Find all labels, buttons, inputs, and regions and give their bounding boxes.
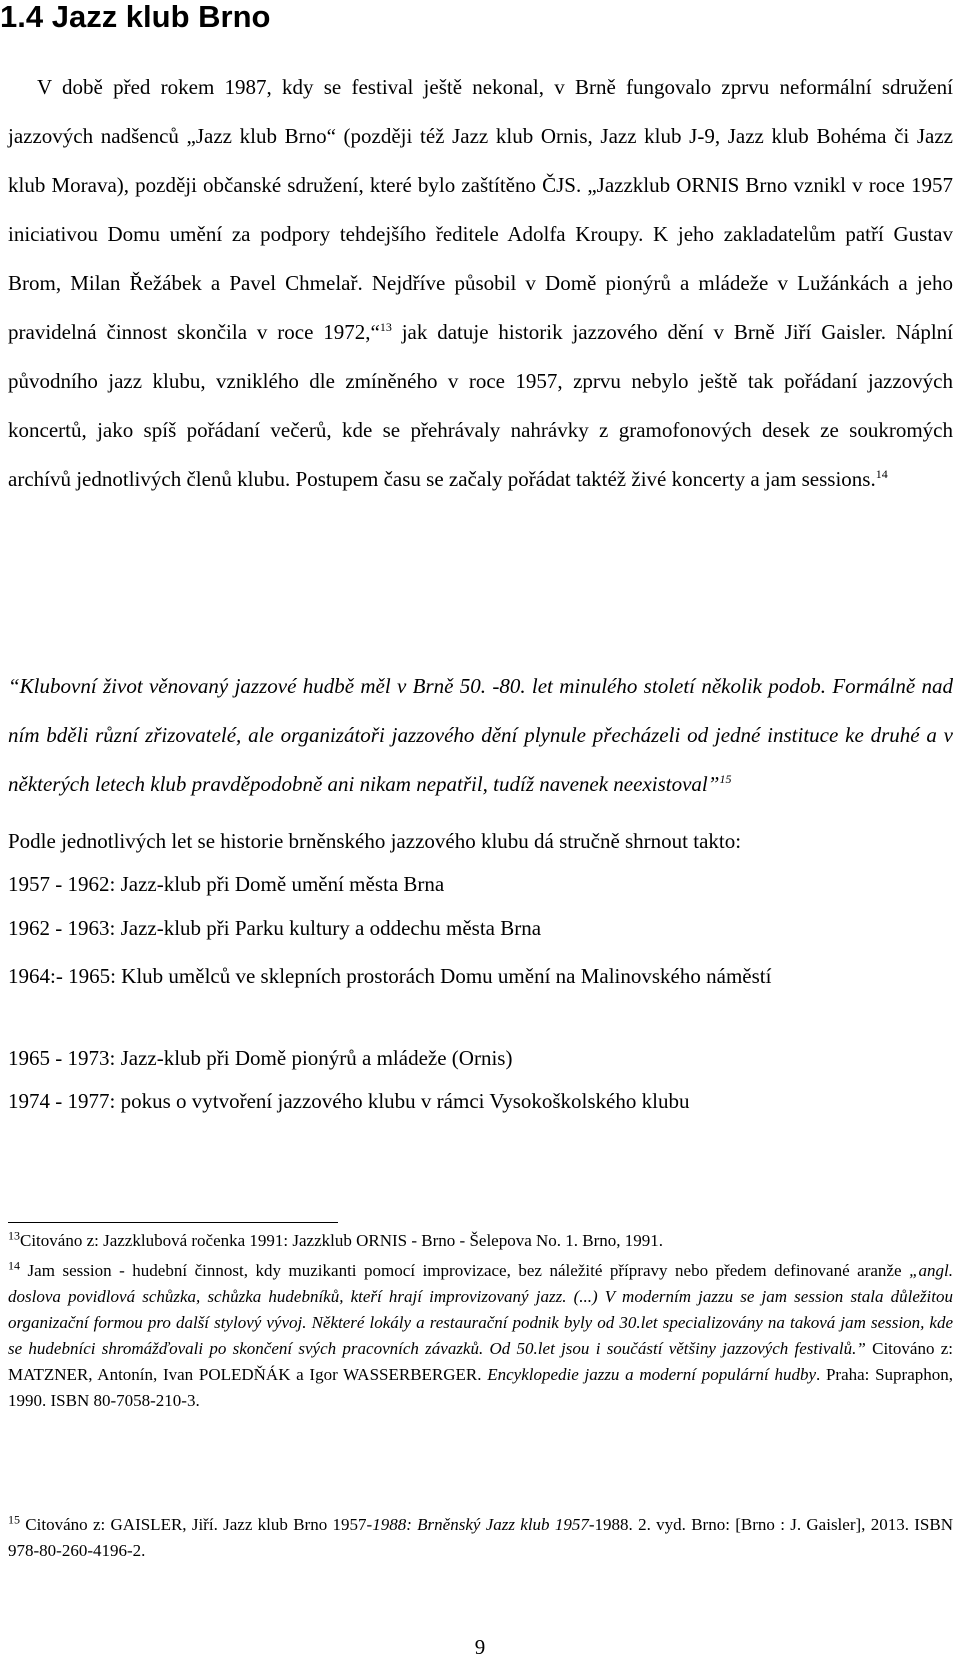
footnote-13 [8, 1228, 953, 1254]
paragraph-intro-text-a: V době před rokem 1987, kdy se festival ještě nekonal, v Brně fungovalo zprvu neformální sdružení jazzových nadšenců „Jazz klub Brno“ (později též Jazz klub Ornis, Jazz klub J-9, Jazz klub Bohéma či Jazz klub Morava), později občanské sdružení, které bylo zaštítěno ČJS. „Jazzklub ORNIS Brno vznikl v roce 1957 iniciativou Domu umění za podpory tehdejšího ředitele Adolfa Kroupy. K jeho zakladatelům patří Gustav Brom, Milan Řežábek a Pavel Chmelař. Nejdříve působil v Domě pionýrů a mládeže v Lužánkách a jeho pravidelná činnost skončila v roce 1972,“ [8, 75, 953, 344]
block-quote-text: “Klubovní život věnovaný jazzové hudbě měl v Brně 50. -80. let minulého století několik podob. Formálně nad ním bděli různí zřizovatelé, ale organizátoři jazzového dění plynule přecházeli od jedné instituce ke druhé a v některých letech klub pravděpodobně ani nikam nepatřil, tudíž navenek neexistoval” [8, 674, 953, 796]
footnote-source-title: 1988: Brněnský Jazz klub 1957 [372, 1515, 589, 1534]
footnote-ref-14[interactable]: 14 [875, 467, 888, 481]
footnote-source-end: . Praha: Supraphon, 1990. ISBN 80-7058-210-3. [8, 1365, 953, 1410]
footnote-source-end: -1988. 2. vyd. Brno: [Brno : J. Gaisler], 2013. ISBN 978-80-260-4196-2. [8, 1515, 953, 1560]
history-item: 1962 - 1963: Jazz-klub při Parku kultury a oddechu města Brna [8, 916, 542, 940]
block-quote [8, 662, 953, 809]
paragraph-intro-text-b: jak datuje historik jazzového dění v Brně Jiří Gaisler. Náplní původního jazz klubu, vzniklého dle zmíněného v roce 1957, zprvu nebylo ještě tak pořádaní jazzových koncertů, jako spíš pořádaní večerů, kde se přehrávaly nahrávky z gramofonových desek ze soukromých archívů jednotlivých členů klubu. Postupem času se začaly pořádat taktéž živé koncerty a jam sessions. [8, 320, 954, 491]
history-item: 1974 - 1977: pokus o vytvoření jazzového klubu v rámci Vysokoškolského klubu [8, 1089, 690, 1113]
footnote-ref-15[interactable]: 15 [719, 772, 732, 786]
footnote-number: 15 [8, 1512, 20, 1527]
paragraph-intro [8, 63, 953, 504]
history-item: 1964:- 1965: Klub umělců ve sklepních prostorách Domu umění na Malinovského náměstí [8, 964, 772, 988]
footnote-14 [8, 1258, 953, 1414]
footnote-text: Citováno z: Jazzklubová ročenka 1991: Jazzklub ORNIS - Brno - Šelepova No. 1. Brno, 1991. [20, 1231, 664, 1250]
footnote-number: 13 [8, 1228, 20, 1243]
footnote-source: Citováno z: MATZNER, Antonín, Ivan POLEDŇÁK a Igor WASSERBERGER. [8, 1339, 953, 1384]
footnote-number: 14 [8, 1258, 20, 1273]
footnote-text: Jam session - hudební činnost, kdy muzikanti pomocí improvizace, bez náležité přípravy nebo předem definované aranže [20, 1261, 910, 1280]
history-item: 1965 - 1973: Jazz-klub při Domě pionýrů a mládeže (Ornis) [8, 1046, 513, 1070]
page-number: 9 [474, 1635, 486, 1659]
section-heading: 1.4 Jazz klub Brno [0, 0, 271, 34]
history-intro: Podle jednotlivých let se historie brněnského jazzového klubu dá stručně shrnout takto: [8, 829, 742, 853]
footnote-15 [8, 1512, 953, 1564]
footnote-separator [8, 1222, 338, 1223]
history-item: 1957 - 1962: Jazz-klub při Domě umění města Brna [8, 872, 445, 896]
footnote-source-title: Encyklopedie jazzu a moderní populární hudby [487, 1365, 816, 1384]
footnote-text: Citováno z: GAISLER, Jiří. Jazz klub Brno 1957- [20, 1515, 373, 1534]
footnote-quote: „angl. doslova povidlová schůzka, schůzka hudebníků, kteří hrají improvizovaný jazz. (...) V moderním jazzu se jam session stala důležitou organizační formou pro další stylový vývoj. Některé lokály a restaurační podnik byly od 30.let specializovány na taková jam session, kde se hudebníci shromážďovali po skončení svých pracovních závazků. Od 50.let jsou i součástí většiny jazzových festivalů.” [8, 1261, 953, 1358]
footnote-ref-13[interactable]: 13 [379, 320, 392, 334]
